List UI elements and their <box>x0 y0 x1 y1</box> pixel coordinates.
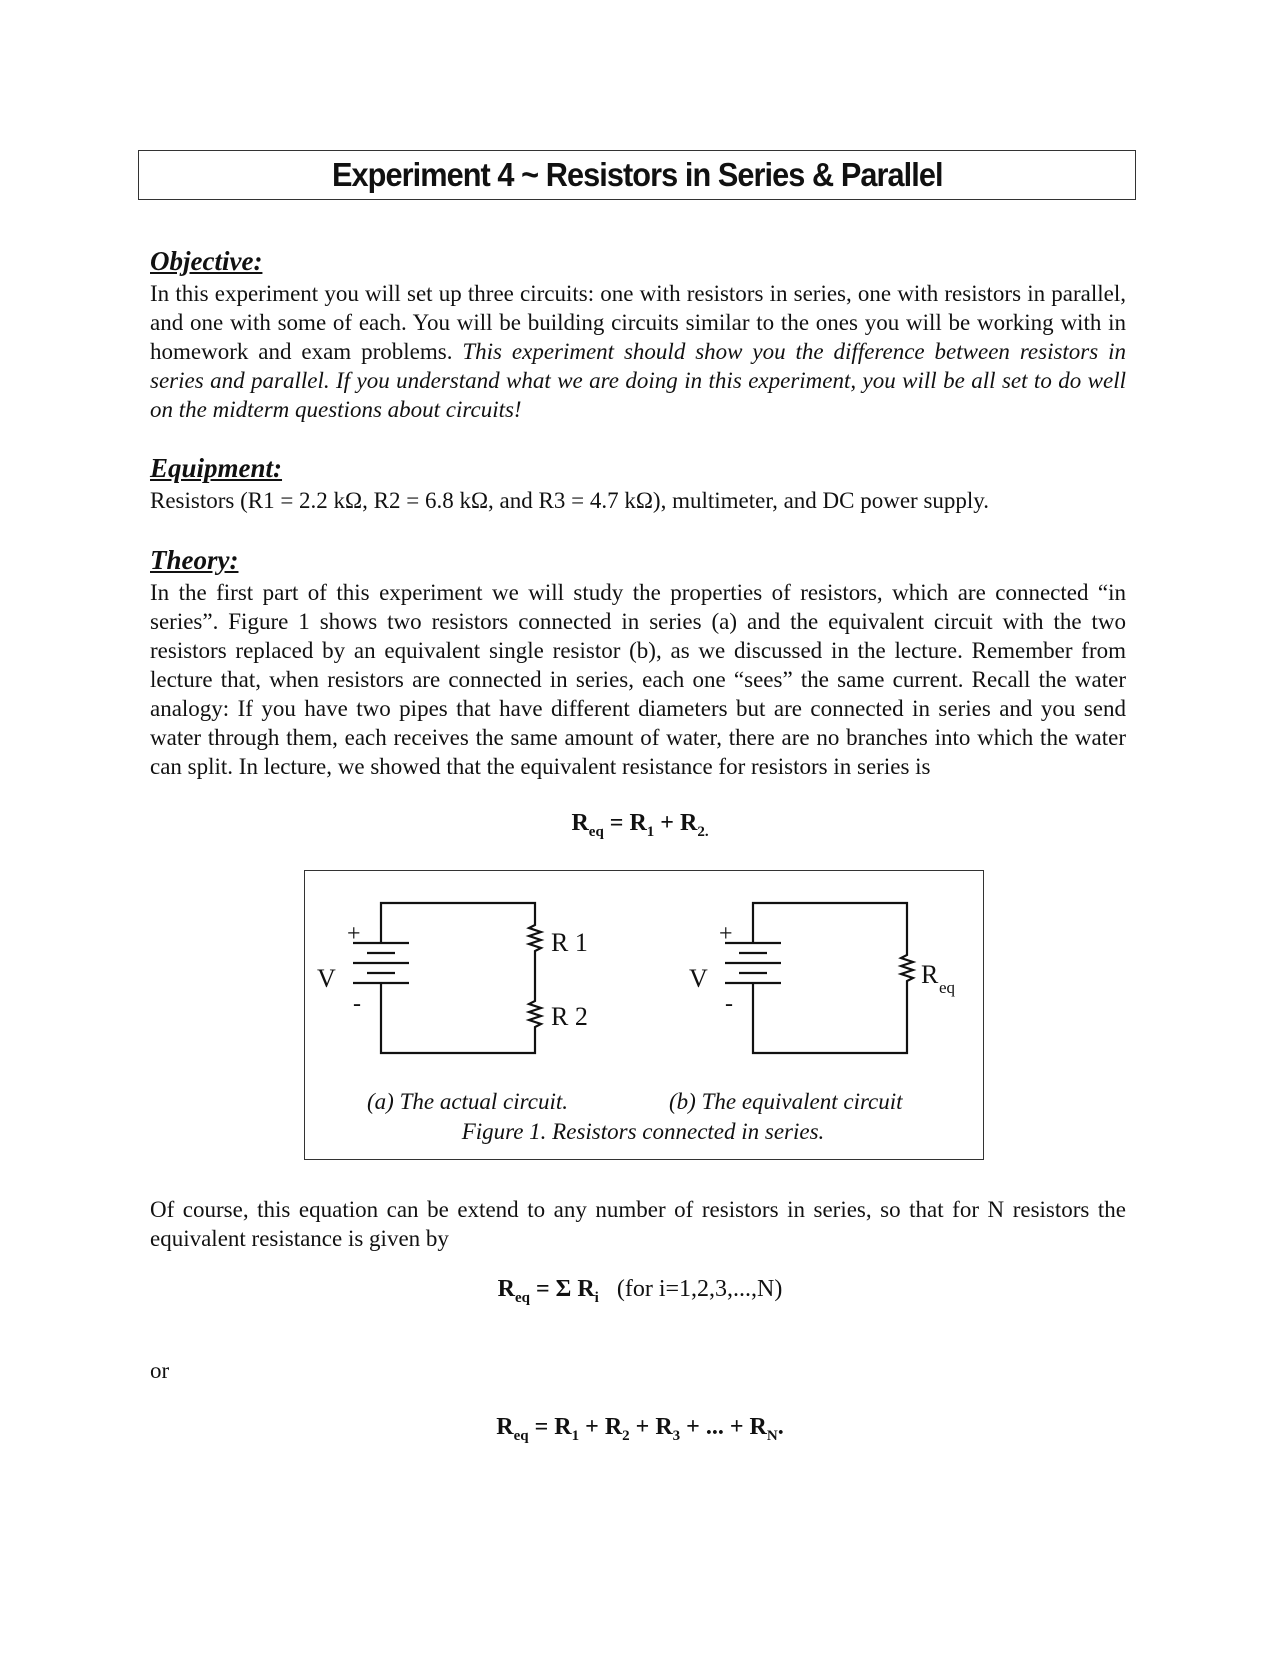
objective-text: In this experiment you will set up three circuits: one with resistors in series, one with resistors in parallel, and one with some of each. You will be building circuits similar to the ones you will be working with in homework and exam problems. <box>150 281 1126 364</box>
objective-paragraph <box>150 279 1126 424</box>
plus-b: + <box>719 921 733 947</box>
label-req: R <box>921 960 939 989</box>
theory-section <box>150 578 1126 781</box>
figure-caption: Figure 1. Resistors connected in series. <box>461 1119 825 1144</box>
theory-text: In the first part of this experiment we will study the properties of resistors, which are connected “in series”. Figure 1 shows two resistors connected in series (a) and the equivalent circuit with the two resistors replaced by an equivalent single resistor (b), as we discussed in the lecture. Remember from lecture that, when resistors are connected in series, each one “sees” the same current. Recall the water analogy: If you have two pipes that have different diameters but are connected in series and you send water through them, each receives the same amount of water, there are no branches into which the water can split. In lecture, we showed that the equivalent resistance for resistors in series is <box>150 580 1126 779</box>
wire-a-top <box>381 903 535 929</box>
plus-a: + <box>347 921 361 947</box>
label-req-sub: eq <box>939 978 956 997</box>
or-text: or <box>150 1358 170 1383</box>
wire-b-bottom <box>753 991 907 1053</box>
minus-b: - <box>725 991 733 1017</box>
page-title: Experiment 4 ~ Resistors in Series & Parallel <box>331 156 943 193</box>
resistor-r2 <box>529 996 541 1033</box>
title-box <box>138 150 1136 200</box>
after-figure-text: Of course, this equation can be extend to any number of resistors in series, so that for N resistors the equivalent resistance is given by <box>150 1197 1126 1251</box>
equipment-heading: Equipment: <box>150 453 283 483</box>
voltage-b: V <box>689 964 708 993</box>
minus-a: - <box>353 991 361 1017</box>
objective-section <box>150 279 1126 424</box>
caption-b: (b) The equivalent circuit <box>669 1089 903 1114</box>
wire-a-bottom <box>381 991 535 1053</box>
equation-series-n: $R_{eq} = R_1 + R_2 + R_3$ + ... + $R_N$. <box>496 1414 784 1444</box>
or-section <box>150 1356 1126 1385</box>
equipment-section <box>150 486 1126 515</box>
equation-sum: $R_{eq} = \Sigma$ $R_i$ (for i=1,2,3,...,N) <box>497 1276 783 1306</box>
after-figure-section <box>150 1195 1126 1253</box>
label-r2: R 2 <box>551 1002 588 1031</box>
objective-italic-text: This experiment should show you the difference between resistors in series and parallel. If you understand what we are doing in this experiment, you will be all set to do well on the midterm questions about circuits! <box>150 339 1126 422</box>
resistor-r1 <box>529 921 541 996</box>
equation-series-two: $R_{eq} = R_1 + R_{2.}$ <box>571 810 709 840</box>
resistor-req <box>901 951 913 996</box>
circuit-diagram <box>305 871 985 1161</box>
label-r1: R 1 <box>551 928 588 957</box>
equipment-text: Resistors (R1 = 2.2 kΩ, R2 = 6.8 kΩ, and R3 = 4.7 kΩ), multimeter, and DC power supply. <box>150 488 990 513</box>
voltage-a: V <box>317 964 336 993</box>
figure-1 <box>304 870 984 1160</box>
caption-a: (a) The actual circuit. <box>367 1089 568 1114</box>
theory-heading: Theory: <box>150 545 239 575</box>
objective-heading: Objective: <box>150 246 263 276</box>
